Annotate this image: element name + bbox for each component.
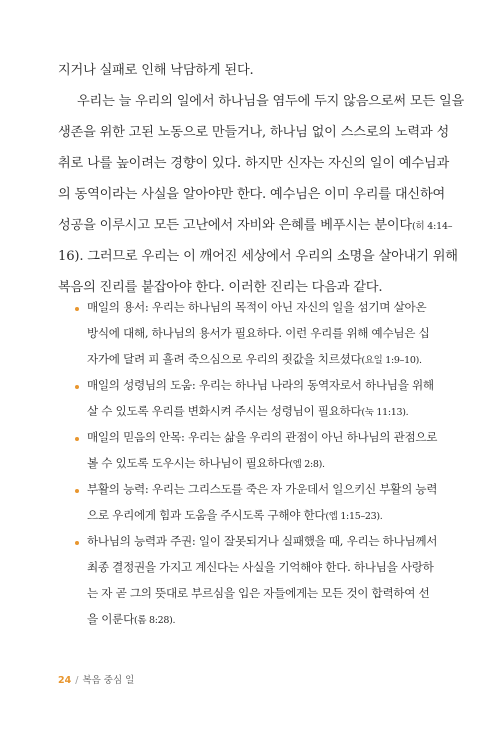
bullet-dot <box>75 307 79 311</box>
body-line-5: 의 동역이라는 사실을 알아야만 한다. 예수님은 이미 우리를 대신하여 <box>58 187 446 202</box>
bullet-dot <box>75 437 79 441</box>
bullet-2-line-2 <box>87 403 447 421</box>
bullet-1-line-3-text: 자가에 달려 피 흘려 죽으심으로 우리의 죗값을 치르셨다 <box>87 352 362 366</box>
bullet-4-ref: (엡 1:15–23). <box>325 511 383 522</box>
bullet-5-line-4-text: 을 이룬다 <box>87 612 134 626</box>
bullet-1-line-1: 매일의 용서: 우리는 하나님의 목적이 아닌 자신의 일을 섬기며 살아온 <box>87 300 427 314</box>
bullet-dot <box>75 489 79 493</box>
bullet-dot <box>75 385 79 389</box>
bullet-3-line-2 <box>87 455 447 473</box>
bullet-4-line-1: 부활의 능력: 우리는 그리스도를 죽은 자 가운데서 일으키신 부활의 능력 <box>87 482 438 496</box>
body-line-6-ref: (히 4:14– <box>411 221 453 232</box>
page-footer <box>58 672 134 686</box>
footer-separator: / <box>75 675 79 686</box>
bullet-2-ref: (눅 11:13). <box>361 407 409 418</box>
bullet-4-line-2-text: 으로 우리에게 힘과 도움을 주시도록 구해야 한다 <box>87 508 326 522</box>
running-title: 복음 중심 일 <box>82 675 135 686</box>
bullet-dot <box>75 541 79 545</box>
body-line-6-text: 성공을 이루시고 모든 고난에서 자비와 은혜를 베푸시는 분이다 <box>58 218 412 233</box>
body-line-1: 지거나 실패로 인해 낙담하게 된다. <box>58 63 254 78</box>
bullet-3-line-2-text: 볼 수 있도록 도우시는 하나님이 필요하다 <box>87 456 290 470</box>
bullet-1-ref: (요일 1:9–10). <box>361 355 422 366</box>
bullet-1-line-3 <box>87 351 447 369</box>
body-line-4: 취로 나를 높이려는 경향이 있다. 하지만 신자는 자신의 일이 예수님과 <box>58 156 450 171</box>
bullet-2-line-1: 매일의 성령님의 도움: 우리는 하나님 나라의 동역자로서 하나님을 위해 <box>87 378 434 392</box>
bullet-5-ref: (롬 8:28). <box>133 615 176 626</box>
bullet-3-line-1: 매일의 믿음의 안목: 우리는 삶을 우리의 관점이 아닌 하나님의 관점으로 <box>87 430 438 444</box>
bullet-4-line-2 <box>87 507 447 525</box>
bullet-2-line-2-text: 살 수 있도록 우리를 변화시켜 주시는 성령님이 필요하다 <box>87 404 362 418</box>
body-line-2: 우리는 늘 우리의 일에서 하나님을 염두에 두지 않음으로써 모든 일을 <box>77 94 465 109</box>
bullet-5-line-2: 최종 결정권을 가지고 계신다는 사실을 기억해야 한다. 하나님을 사랑하 <box>87 560 434 574</box>
body-line-6 <box>58 217 453 236</box>
bullet-5-line-3: 는 자 곧 그의 뜻대로 부르심을 입은 자들에게는 모든 것이 합력하여 선 <box>87 586 430 600</box>
bullet-1-line-2: 방식에 대해, 하나님의 용서가 필요하다. 이런 우리를 위해 예수님은 십 <box>87 326 430 340</box>
body-line-8: 복음의 진리를 붙잡아야 한다. 이러한 진리는 다음과 같다. <box>58 280 383 295</box>
bullet-3-ref: (엡 2:8). <box>289 459 325 470</box>
bullet-5-line-1: 하나님의 능력과 주권: 일이 잘못되거나 실패했을 때, 우리는 하나님께서 <box>87 534 438 548</box>
body-line-3: 생존을 위한 고된 노동으로 만들거나, 하나님 없이 스스로의 노력과 성 <box>58 125 450 140</box>
page-number: 24 <box>58 675 72 686</box>
bullet-5-line-4 <box>87 611 447 629</box>
body-line-7: 16). 그러므로 우리는 이 깨어진 세상에서 우리의 소명을 살아내기 위해 <box>58 249 458 264</box>
